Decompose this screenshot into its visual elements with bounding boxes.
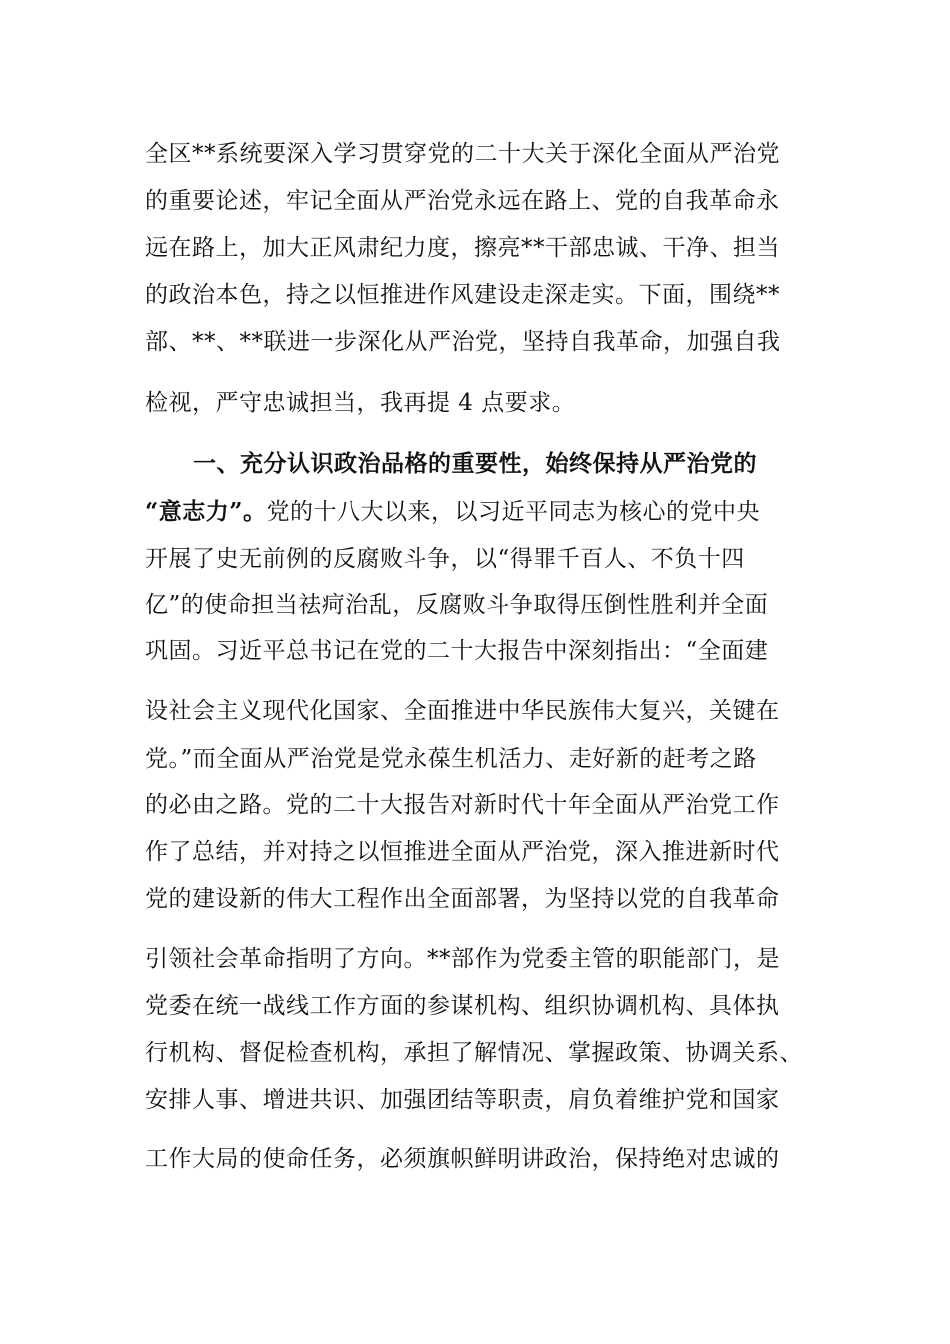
paragraph-2-line-8: 党的建设新的伟大工程作出全面部署，为坚持以党的自我革命 <box>145 886 780 912</box>
paragraph-2-line-2: 亿”的使命担当祛疴治乱，反腐败斗争取得压倒性胜利并全面 <box>145 592 769 618</box>
paragraph-2-line-12: 安排人事、增进共识、加强团结等职责，肩负着维护党和国家 <box>145 1087 780 1113</box>
paragraph-1-line-2: 的重要论述，牢记全面从严治党永远在路上、党的自我革命永 <box>145 188 780 214</box>
paragraph-2-line-1: 开展了史无前例的反腐败斗争，以“得罪千百人、不负十四 <box>145 546 745 572</box>
paragraph-2-line-6: 的必由之路。党的二十大报告对新时代十年全面从严治党工作 <box>145 792 780 818</box>
paragraph-1-line-3: 远在路上，加大正风肃纪力度，擦亮**干部忠诚、干净、担当 <box>145 235 780 261</box>
section-heading-emphasis: “意志力”。 <box>145 498 267 525</box>
paragraph-2-line-13: 工作大局的使命任务，必须旗帜鲜明讲政治，保持绝对忠诚的 <box>145 1146 780 1172</box>
section-heading-continuation: 党的十八大以来，以习近平同志为核心的党中央 <box>266 499 760 525</box>
paragraph-2-line-3: 巩固。习近平总书记在党的二十大报告中深刻指出：“全面建 <box>145 638 769 664</box>
paragraph-2-line-11: 行机构、督促检查机构，承担了解情况、掌握政策、协调关系、 <box>145 1040 803 1066</box>
paragraph-2-line-5: 党。”而全面从严治党是党永葆生机活力、走好新的赶考之路 <box>145 746 757 772</box>
paragraph-1-line-1: 全区**系统要深入学习贯穿党的二十大关于深化全面从严治党 <box>145 141 780 167</box>
paragraph-1-line-5: 部、**、**联进一步深化从严治党，坚持自我革命，加强自我 <box>145 329 781 355</box>
paragraph-2-line-10: 党委在统一战线工作方面的参谋机构、组织协调机构、具体执 <box>145 993 780 1019</box>
paragraph-1-line-4: 的政治本色，持之以恒推进作风建设走深走实。下面，围绕** <box>145 282 780 308</box>
paragraph-1-line-6: 检视，严守忠诚担当，我再提 4 点要求。 <box>145 390 576 416</box>
paragraph-2-line-4: 设社会主义现代化国家、全面推进中华民族伟大复兴，关键在 <box>145 698 780 724</box>
paragraph-2-line-9: 引领社会革命指明了方向。**部作为党委主管的职能部门，是 <box>145 946 780 972</box>
section-heading-line-1: 一、充分认识政治品格的重要性，始终保持从严治党的 <box>193 450 757 477</box>
paragraph-2-line-7: 作了总结，并对持之以恒推进全面从严治党，深入推进新时代 <box>145 839 780 865</box>
section-heading-line-2 <box>145 497 760 527</box>
